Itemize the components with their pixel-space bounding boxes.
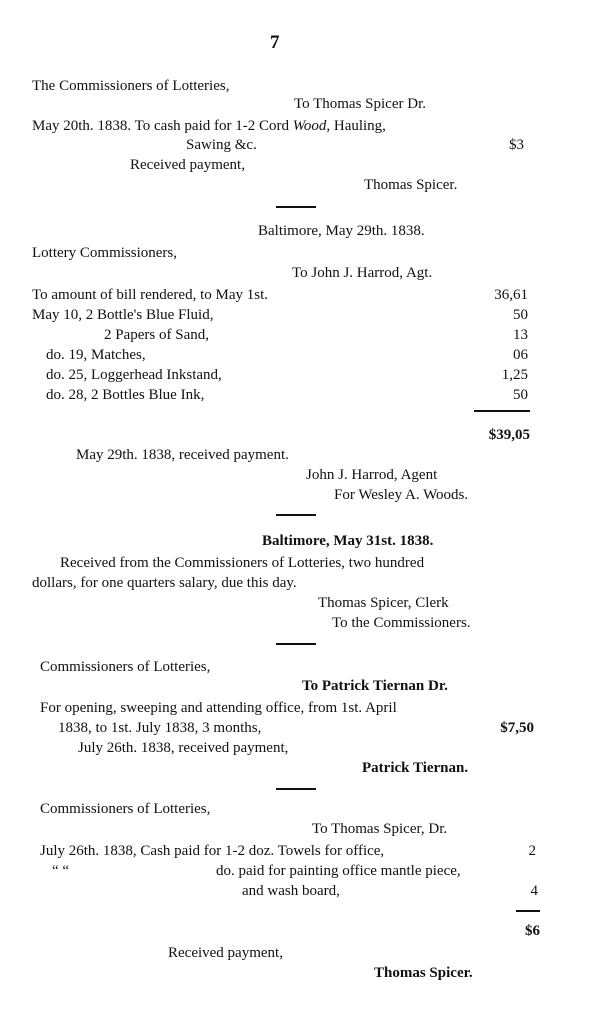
entry2-item-desc: do. 19, Matches,: [46, 347, 146, 363]
separator-1: [276, 206, 316, 208]
entry2-place-date: Baltimore, May 29th. 1838.: [258, 223, 425, 239]
entry1-amount: $3: [509, 137, 524, 153]
entry4-line2: 1838, to 1st. July 1838, 3 months,: [58, 720, 262, 736]
entry1-line1: [32, 117, 386, 135]
entry3-line2: dollars, for one quarters salary, due this day.: [32, 575, 297, 591]
entry2-heading: Lottery Commissioners,: [32, 245, 177, 261]
entry1-line1-prefix: May 20th. 1838. To cash paid for 1-2 Cord: [32, 118, 289, 134]
entry1-signature: Thomas Spicer.: [364, 177, 458, 193]
entry5-total-rule: [516, 910, 540, 912]
entry2-received: May 29th. 1838, received payment.: [76, 447, 289, 463]
entry4-signature: Patrick Tiernan.: [362, 760, 469, 776]
entry4-amount: $7,50: [500, 720, 534, 736]
entry2-item-amount: 13: [513, 327, 528, 343]
entry2-total-rule: [474, 410, 530, 412]
entry5-total: $6: [525, 923, 540, 939]
entry5-amount1: 2: [528, 843, 536, 859]
entry3-signature: Thomas Spicer, Clerk: [318, 595, 449, 611]
entry2-total: $39,05: [488, 427, 530, 443]
entry2-item-amount: 50: [513, 387, 528, 403]
entry5-signature: Thomas Spicer.: [374, 965, 473, 981]
entry5-heading: Commissioners of Lotteries,: [40, 801, 211, 817]
entry2-item-desc: do. 25, Loggerhead Inkstand,: [46, 367, 222, 383]
entry4-received: July 26th. 1838, received payment,: [78, 740, 289, 756]
entry2-to: To John J. Harrod, Agt.: [292, 265, 433, 281]
entry5-line1: July 26th. 1838, Cash paid for 1-2 doz. Towels for office,: [40, 843, 385, 859]
entry2-item-amount: 1,25: [501, 367, 528, 383]
entry5-line2: do. paid for painting office mantle piece,: [216, 863, 461, 879]
entry2-item-desc: do. 28, 2 Bottles Blue Ink,: [46, 387, 205, 403]
entry2-item-amount: 50: [513, 307, 528, 323]
entry1-line2: Sawing &c.: [186, 137, 257, 153]
entry1-line1-wood: Wood,: [292, 118, 331, 134]
entry5-received: Received payment,: [168, 945, 283, 961]
entry3-to: To the Commissioners.: [332, 615, 471, 631]
entry1-heading: The Commissioners of Lotteries,: [32, 78, 230, 94]
page-number: 7: [270, 32, 280, 53]
entry5-amount2: 4: [530, 883, 538, 899]
entry1-to: To Thomas Spicer Dr.: [294, 96, 426, 112]
entry2-item-desc: To amount of bill rendered, to May 1st.: [32, 287, 268, 303]
entry3-place-date: Baltimore, May 31st. 1838.: [262, 533, 434, 549]
entry2-for: For Wesley A. Woods.: [334, 487, 469, 503]
entry2-item-amount: 36,61: [494, 287, 528, 303]
separator-4: [276, 788, 316, 790]
separator-3: [276, 643, 316, 645]
entry4-line1: For opening, sweeping and attending office, from 1st. April: [40, 700, 397, 716]
entry5-line2-ditto: “ “: [52, 863, 70, 879]
entry2-signature: John J. Harrod, Agent: [306, 467, 438, 483]
entry3-line1: Received from the Commissioners of Lotteries, two hundred: [60, 555, 425, 571]
entry1-line1-suffix: Hauling,: [333, 118, 386, 134]
entry4-heading: Commissioners of Lotteries,: [40, 659, 211, 675]
entry5-line3: and wash board,: [242, 883, 340, 899]
entry5-to: To Thomas Spicer, Dr.: [312, 821, 448, 837]
entry4-to: To Patrick Tiernan Dr.: [302, 678, 448, 694]
entry2-item-amount: 06: [513, 347, 528, 363]
entry2-item-desc: 2 Papers of Sand,: [104, 327, 209, 343]
entry1-received: Received payment,: [130, 157, 245, 173]
entry2-item-desc: May 10, 2 Bottle's Blue Fluid,: [32, 307, 214, 323]
separator-2: [276, 514, 316, 516]
